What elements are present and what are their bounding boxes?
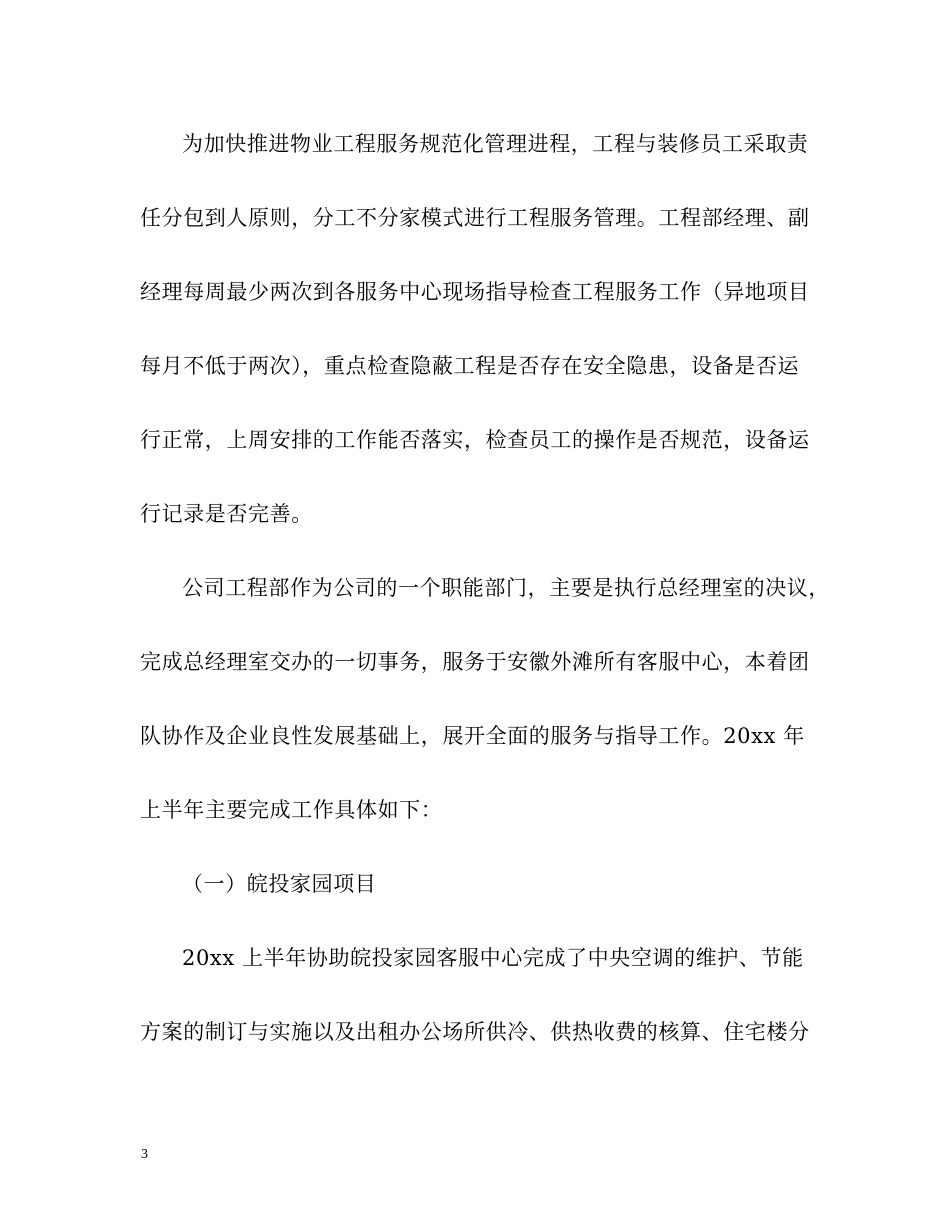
section-heading: （一）皖投家园项目: [182, 872, 377, 896]
paragraph-2-line-3: 队协作及企业良性发展基础上，展开全面的服务与指导工作。20xx 年: [140, 724, 805, 748]
paragraph-1-line-2: 任分包到人原则，分工不分家模式进行工程服务管理。工程部经理、副: [140, 206, 810, 230]
paragraph-2-line-4: 上半年主要完成工作具体如下：: [140, 798, 443, 822]
paragraph-1-line-3: 经理每周最少两次到各服务中心现场指导检查工程服务工作（异地项目: [140, 280, 810, 304]
paragraph-1-line-6: 行记录是否完善。: [140, 502, 313, 526]
paragraph-2-line-2: 完成总经理室交办的一切事务，服务于安徽外滩所有客服中心，本着团: [140, 650, 810, 674]
paragraph-3-line-2: 方案的制订与实施以及出租办公场所供冷、供热收费的核算、住宅楼分: [140, 1020, 810, 1044]
paragraph-3-line-1: 20xx 上半年协助皖投家园客服中心完成了中央空调的维护、节能: [182, 946, 804, 970]
paragraph-1-line-5: 行正常，上周安排的工作能否落实，检查员工的操作是否规范，设备运: [140, 428, 810, 452]
page-number: 3: [141, 1147, 148, 1162]
paragraph-1-line-4: 每月不低于两次），重点检查隐蔽工程是否存在安全隐患，设备是否运: [140, 354, 800, 378]
paragraph-2-line-1: 公司工程部作为公司的一个职能部门，主要是执行总经理室的决议，: [182, 576, 830, 600]
paragraph-1-line-1: 为加快推进物业工程服务规范化管理进程，工程与装修员工采取责: [182, 132, 809, 156]
